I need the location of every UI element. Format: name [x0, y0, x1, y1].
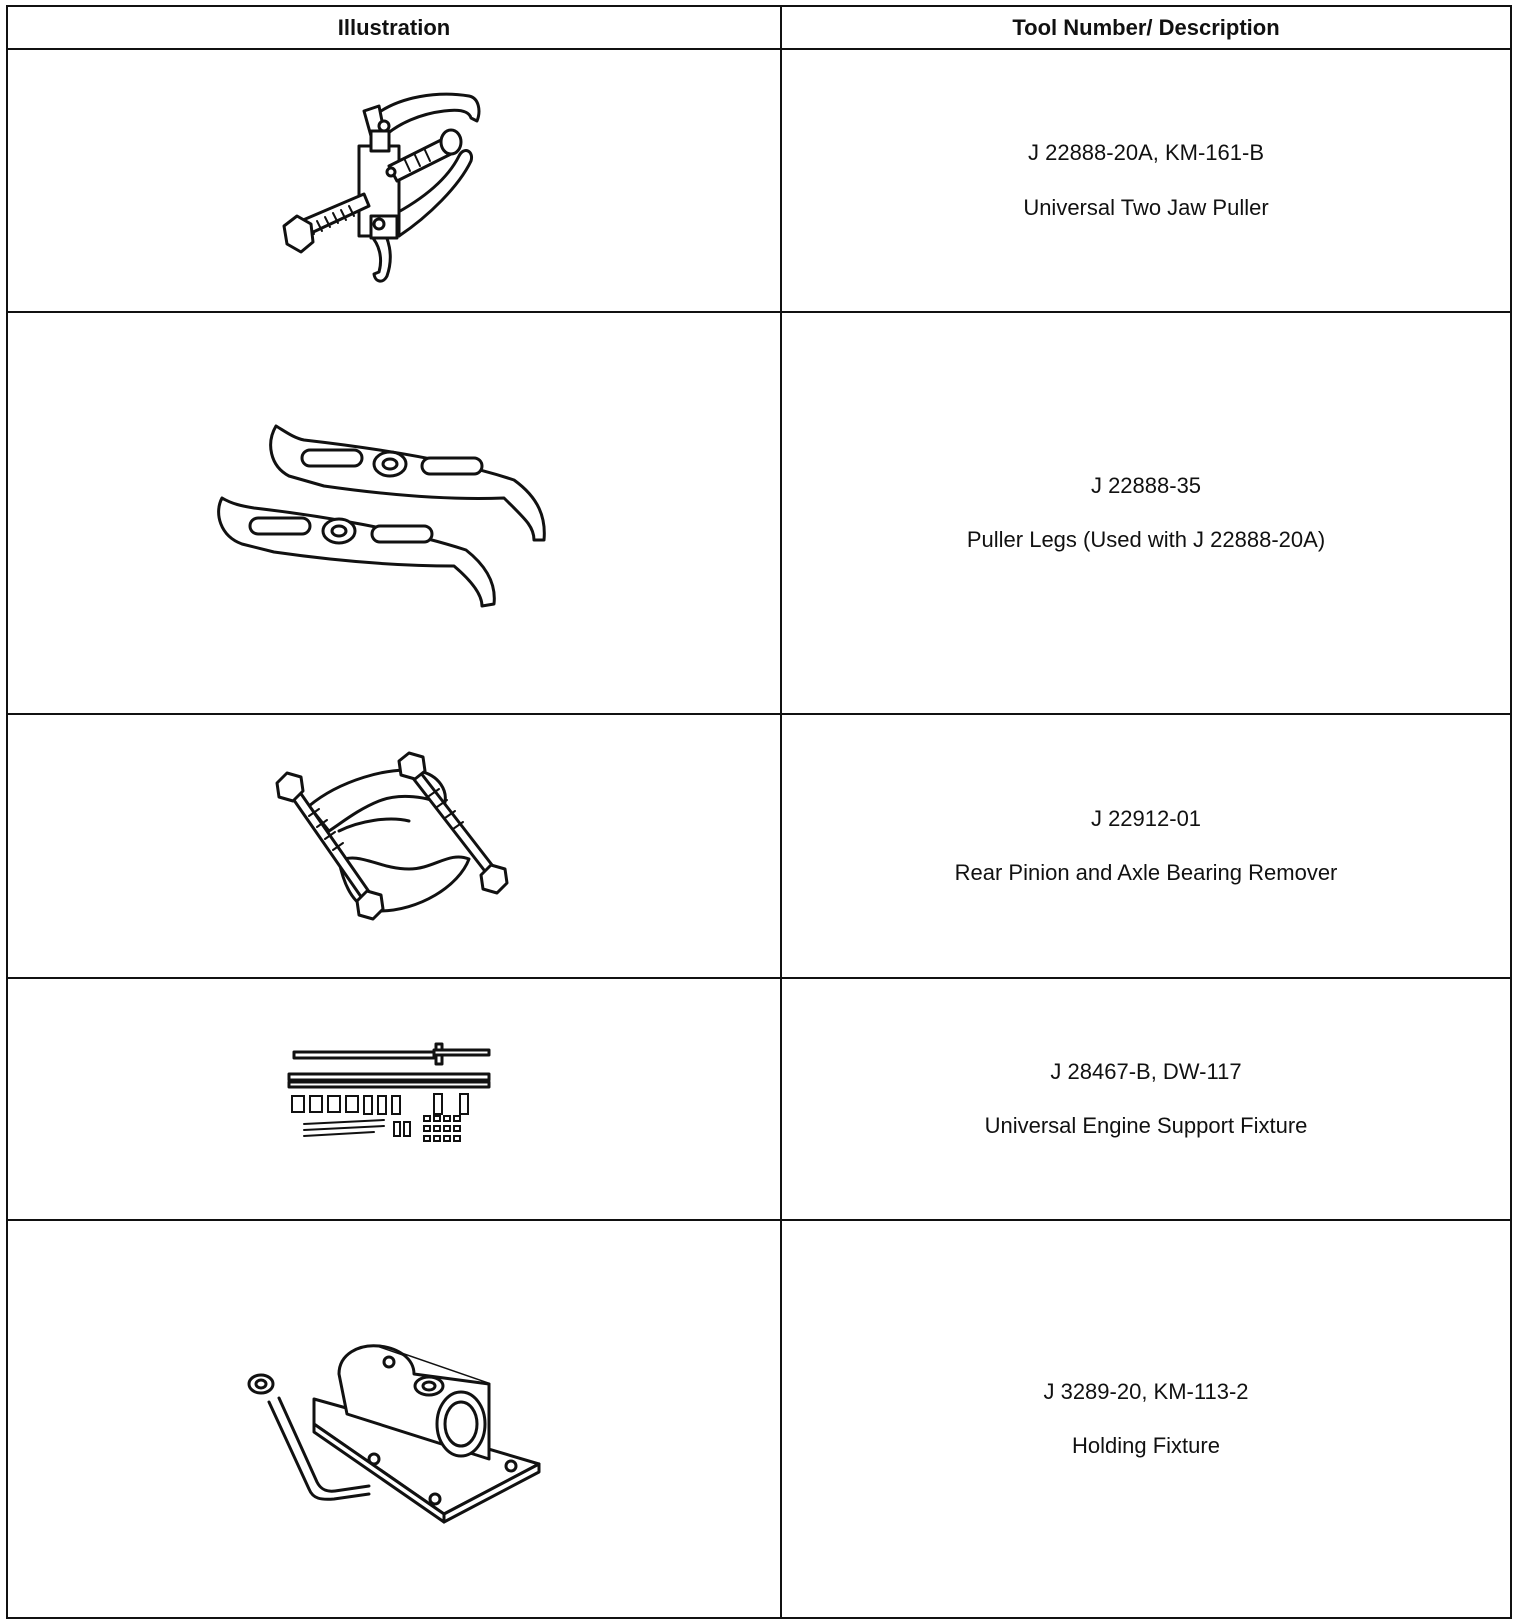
tool-number: J 22912-01 — [1090, 805, 1202, 831]
table-row — [7, 978, 1511, 1220]
tool-description: Puller Legs (Used with J 22888-20A) — [966, 527, 1326, 552]
tool-number: J 22888-20A, KM-161-B — [1027, 140, 1265, 166]
table-header-row — [7, 6, 1511, 49]
bearing-remover-illustration — [269, 751, 519, 941]
description-cell — [781, 978, 1511, 1220]
table-row — [7, 714, 1511, 978]
two-jaw-puller-illustration — [279, 76, 509, 286]
table-row — [7, 312, 1511, 714]
illustration-cell — [7, 1220, 781, 1618]
illustration-cell — [7, 978, 781, 1220]
special-tools-table — [6, 5, 1512, 1619]
description-cell — [781, 312, 1511, 714]
tool-description: Universal Two Jaw Puller — [1023, 194, 1269, 220]
puller-legs-illustration — [214, 418, 574, 608]
description-cell — [781, 714, 1511, 978]
holding-fixture-illustration — [239, 1314, 549, 1524]
tool-number: J 22888-35 — [1090, 472, 1202, 498]
table-row — [7, 1220, 1511, 1618]
tool-description: Universal Engine Support Fixture — [984, 1113, 1308, 1138]
header-illustration: Illustration — [7, 6, 781, 49]
tool-description: Rear Pinion and Axle Bearing Remover — [954, 860, 1338, 885]
header-tool-description: Tool Number/ Description — [781, 6, 1511, 49]
table-row — [7, 49, 1511, 312]
tool-number: J 28467-B, DW-117 — [1050, 1058, 1242, 1084]
illustration-cell — [7, 312, 781, 714]
illustration-cell — [7, 49, 781, 312]
illustration-cell — [7, 714, 781, 978]
tool-description: Holding Fixture — [1072, 1433, 1220, 1458]
tool-number: J 3289-20, KM-113-2 — [1043, 1378, 1249, 1404]
description-cell — [781, 1220, 1511, 1618]
description-cell — [781, 49, 1511, 312]
engine-support-fixture-illustration — [284, 1034, 504, 1164]
